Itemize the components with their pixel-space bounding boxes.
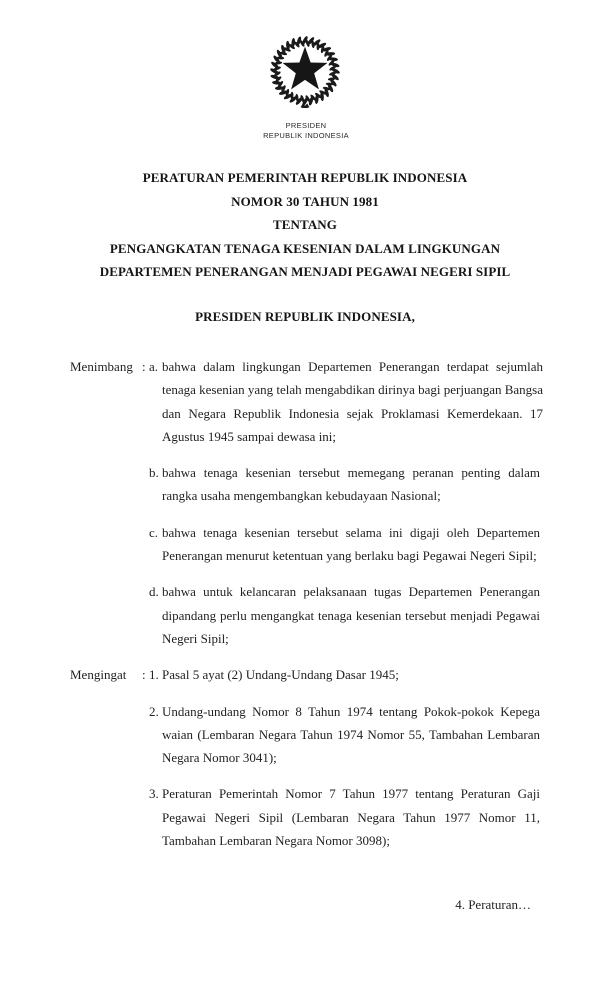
clause-line: [162, 627, 540, 650]
clause-marker: 2.: [149, 703, 159, 719]
clause-line: [162, 378, 543, 401]
clause-line-text: rangka usaha mengembangkan kebudayaan Nasional;: [162, 488, 441, 504]
star-shape: [283, 47, 328, 90]
clause-line-text: Agustus 1945 sampai dewasa ini;: [162, 428, 337, 444]
title-line: PENGANGKATAN TENAGA KESENIAN DALAM LINGKUNGAN: [109, 240, 501, 256]
clause-marker: b.: [149, 465, 159, 481]
clause-line-text: Tambahan Lembaran Negara Nomor 3098);: [162, 833, 390, 849]
clause-line: [162, 355, 543, 378]
section-label: Mengingat: [70, 667, 127, 683]
clauses: [70, 355, 543, 852]
clause-line: [162, 402, 543, 425]
clause-marker: 1.: [149, 667, 159, 683]
clause-row: [70, 782, 540, 852]
clause-row: [70, 355, 543, 448]
clause-row: [70, 663, 540, 686]
catchword: 4. Peraturan…: [455, 897, 531, 912]
clause-line-text: bahwa tenaga kesenian tersebut memegang peranan penting dalam: [162, 465, 540, 481]
clause-line-text: waian (Lembaran Negara Tahun 1974 Nomor 55, Tambahan Lembaran: [162, 726, 540, 742]
clause-line-text: Pegawai Negeri Sipil (Lembaran Negara Tahun 1977 Nomor 11,: [162, 809, 540, 825]
section-label: Menimbang: [70, 359, 133, 374]
clause-line: [162, 425, 543, 448]
clause-text: [162, 521, 540, 568]
section-label: [70, 461, 142, 508]
clause-line-text: Peraturan Pemerintah Nomor 7 Tahun 1977 tentang Peraturan Gaji: [162, 786, 540, 802]
title-line: PERATURAN PEMERINTAH REPUBLIK INDONESIA: [142, 170, 468, 185]
presidential-emblem: [268, 34, 342, 108]
clause-line: [162, 746, 540, 769]
clause-line-text: bahwa tenaga kesenian tersebut selama ini digaji oleh Departemen: [162, 524, 540, 540]
clause-marker: d.: [149, 584, 159, 600]
emblem-caption: [0, 121, 612, 141]
title-line: TENTANG: [272, 217, 338, 232]
clause-line-text: Undang-undang Nomor 8 Tahun 1974 tentang Pokok-pokok Kepega: [162, 703, 540, 719]
clause-marker: 3.: [149, 786, 159, 802]
clause-line: [162, 663, 540, 686]
clause-line: [162, 782, 540, 805]
clause-line: [162, 580, 540, 603]
section-colon: :: [142, 667, 146, 683]
clause-line-text: tenaga kesenian yang telah mengabdikan dirinya bagi perjuangan Bangsa: [162, 382, 543, 398]
clause-line: [162, 521, 540, 544]
clause-line: [162, 806, 540, 829]
clause-line-text: bahwa dalam lingkungan Departemen Penerangan terdapat sejumlah: [162, 359, 543, 374]
document-title: [70, 166, 540, 284]
clause-line-text: dipandang perlu mengangkat tenaga kesenian tersebut menjadi Pegawai: [162, 607, 540, 623]
section-label: [70, 700, 142, 770]
clause-marker: a.: [149, 359, 159, 374]
clause-line-text: Penerangan menurut ketentuan yang berlaku bagi Pegawai Negeri Sipil;: [162, 548, 537, 564]
clause-line: [162, 829, 540, 852]
clause-marker: c.: [149, 524, 159, 540]
section-label: [70, 782, 142, 852]
star-wreath-icon: [268, 34, 342, 108]
clause-line: [162, 604, 540, 627]
preamble-heading: PRESIDEN REPUBLIK INDONESIA,: [195, 309, 415, 324]
clause-text: [162, 580, 540, 650]
emblem-caption-line1: PRESIDEN: [285, 121, 327, 130]
clause-line-text: dan Negara Republik Indonesia sejak Proklamasi Kemerdekaan. 17: [162, 405, 543, 421]
section-label: [70, 521, 142, 568]
section-colon: :: [142, 359, 146, 374]
title-line: NOMOR 30 TAHUN 1981: [231, 193, 379, 209]
clause-row: [70, 580, 540, 650]
emblem-caption-line2: REPUBLIK INDONESIA: [263, 131, 349, 140]
clause-line-text: Pasal 5 ayat (2) Undang-Undang Dasar 1945;: [162, 667, 399, 683]
title-line: DEPARTEMEN PENERANGAN MENJADI PEGAWAI NEGERI SIPIL: [99, 264, 511, 279]
clause-line: [162, 544, 540, 567]
clause-row: [70, 461, 540, 508]
clause-line-text: Negara Nomor 3041);: [162, 750, 277, 766]
clause-line: [162, 723, 540, 746]
section-label: [70, 580, 142, 650]
clause-text: [162, 355, 543, 448]
clause-line: [162, 484, 540, 507]
clause-text: [162, 700, 540, 770]
clause-line-text: bahwa untuk kelancaran pelaksanaan tugas Departemen Penerangan: [162, 584, 540, 600]
clause-text: [162, 663, 540, 686]
clause-row: [70, 521, 540, 568]
clause-line: [162, 700, 540, 723]
clause-line-text: Negeri Sipil;: [162, 630, 229, 646]
clause-line: [162, 461, 540, 484]
clause-text: [162, 782, 540, 852]
clause-text: [162, 461, 540, 508]
clause-row: [70, 700, 540, 770]
